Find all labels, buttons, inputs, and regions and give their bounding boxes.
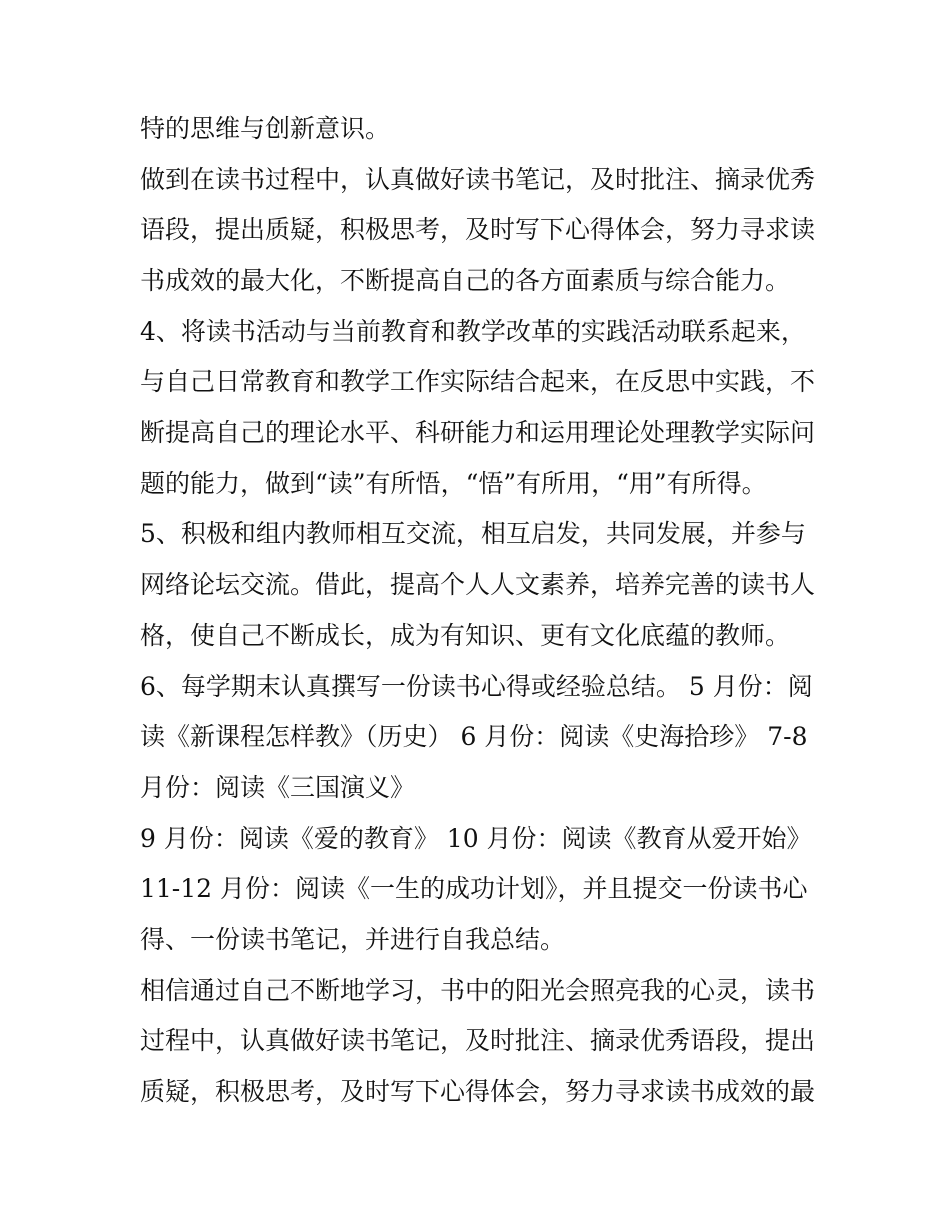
- text-line: 4、将读书活动与当前教育和教学改革的实践活动联系起来，: [140, 317, 806, 346]
- text-line: 过程中，认真做好读书笔记，及时批注、摘录优秀语段，提出: [140, 1026, 816, 1055]
- text-line: 质疑，积极思考，及时写下心得体会，努力寻求读书成效的最: [140, 1077, 816, 1106]
- text-line: 书成效的最大化，不断提高自己的各方面素质与综合能力。: [140, 266, 791, 295]
- text-line: 断提高自己的理论水平、科研能力和运用理论处理教学实际问: [140, 418, 816, 447]
- text-line: 格，使自己不断成长，成为有知识、更有文化底蕴的教师。: [140, 621, 791, 650]
- text-line: 读《新课程怎样教》（历史） 6 月份：阅读《史海拾珍》 7-8: [140, 722, 808, 751]
- text-line: 9 月份：阅读《爱的教育》 10 月份：阅读《教育从爱开始》: [140, 824, 812, 853]
- text-line: 与自己日常教育和教学工作实际结合起来，在反思中实践，不: [140, 367, 816, 396]
- text-line: 做到在读书过程中，认真做好读书笔记，及时批注、摘录优秀: [140, 165, 816, 194]
- text-line: 6、每学期末认真撰写一份读书心得或经验总结。 5 月份：阅: [140, 672, 813, 701]
- text-line: 题的能力，做到“读”有所悟，“悟”有所用，“用”有所得。: [140, 469, 767, 498]
- text-line: 网络论坛交流。借此，提高个人人文素养，培养完善的读书人: [140, 570, 816, 599]
- text-line: 语段，提出质疑，积极思考，及时写下心得体会，努力寻求读: [140, 215, 816, 244]
- text-line: 得、一份读书笔记，并进行自我总结。: [140, 925, 566, 954]
- text-line: 5、积极和组内教师相互交流，相互启发，共同发展，并参与: [140, 519, 806, 548]
- text-line: 特的思维与创新意识。: [140, 114, 391, 143]
- text-line: 11-12 月份：阅读《一生的成功计划》，并且提交一份读书心: [140, 874, 808, 903]
- text-line: 相信通过自己不断地学习，书中的阳光会照亮我的心灵，读书: [140, 976, 816, 1005]
- text-line: 月份：阅读《三国演义》: [140, 773, 416, 802]
